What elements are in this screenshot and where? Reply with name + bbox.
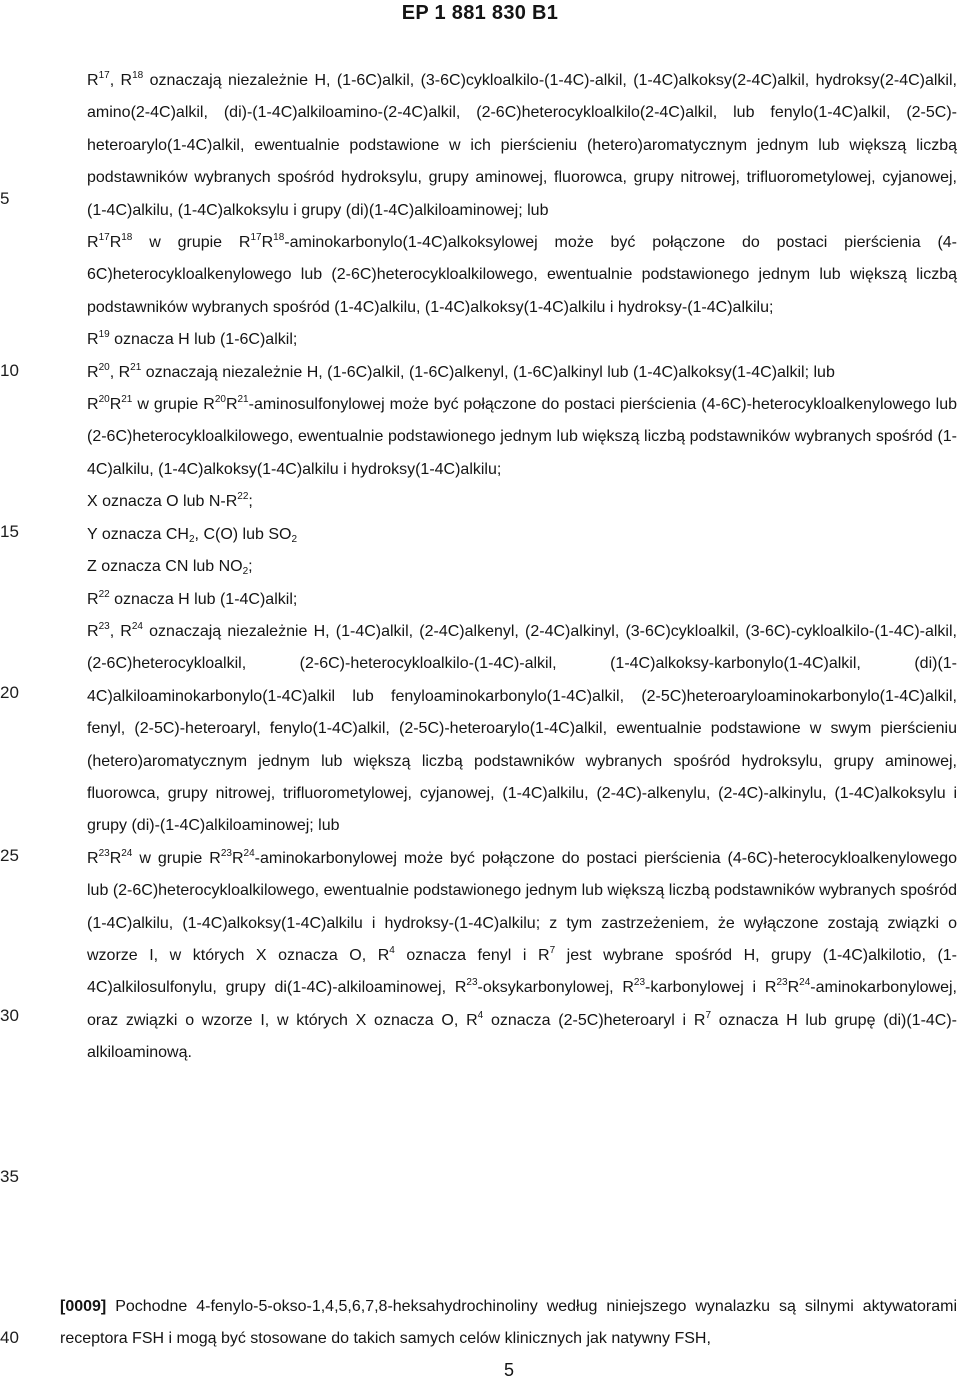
text-run: Z oznacza CN lub NO <box>87 558 243 576</box>
patent-header: EP 1 881 830 B1 <box>401 2 559 24</box>
superscript: 20 <box>214 394 226 406</box>
text-run: Y oznacza CH <box>87 525 189 543</box>
text-run: R <box>87 396 99 414</box>
text-run: X oznacza O lub N-R <box>87 493 238 511</box>
definition-paragraph <box>87 389 957 486</box>
definition-paragraph <box>87 551 957 583</box>
subscript: 2 <box>242 566 249 578</box>
superscript: 21 <box>130 361 142 373</box>
text-run: oznacza H lub (1-6C)alkil; <box>109 331 298 349</box>
superscript: 18 <box>121 232 133 244</box>
definition-paragraph <box>87 227 957 324</box>
superscript: 22 <box>98 588 110 600</box>
superscript: 7 <box>705 1009 711 1021</box>
text-run: oznacza H lub grupę (di)(1-4C)-alkiloaminową. <box>87 1011 958 1062</box>
line-number: 10 <box>0 361 19 380</box>
text-run: , C(O) lub SO <box>194 525 292 543</box>
line-number: 35 <box>0 1167 19 1186</box>
superscript: 19 <box>98 329 110 341</box>
superscript: 17 <box>98 70 110 81</box>
text-run: w grupie R <box>132 849 221 867</box>
line-number: 30 <box>0 1006 19 1025</box>
superscript: 23 <box>633 977 646 989</box>
subscript: 2 <box>291 533 298 545</box>
definition-paragraph <box>87 616 957 843</box>
superscript: 21 <box>121 394 133 406</box>
line-number: 25 <box>0 846 19 865</box>
page-number: 5 <box>503 1360 514 1380</box>
superscript: 20 <box>98 394 110 406</box>
text-run: oznaczają niezależnie H, (1-4C)alkil, (2-4C)alkenyl, (2-4C)alkinyl, (3-6C)cykloalkil, (3-6C)-cykloalkilo-(1-4C)-alkil, (2-6C)heterocykloalkil, (2-6C)-heterocykloalkilo-(1-4C)-alkil, (1-4C)alkoksy-karbonylo(1-4C)alkil, (di)(1-4C)alkiloaminokarbonylo(1-4C)alkil lub fenyloaminokarbonylo(1-4C)alkil, (2-5C)heteroaryloaminokarbonylo(1-4C)alkil, fenyl, (2-5C)-heteroaryl, fenylo(1-4C)alkil, (2-5C)-heteroarylo(1-4C)alkil, ewentualnie podstawione w swym pierścieniu (hetero)aromatycznym jednym lub większą liczbą podstawników wybranych spośród hydroksylu, grupy aminowej, fluorowca, grupy nitrowej, trifluorometylowej, cyjanowej, (1-4C)alkilu, (2-4C)-alkenylu, (2-4C)-alkinylu, (1-4C)alkoksylu i grupy (di)-(1-4C)alkiloaminowej; lub <box>87 622 957 835</box>
line-number: 20 <box>0 683 19 702</box>
subscript: 2 <box>188 533 195 545</box>
superscript: 23 <box>98 620 110 632</box>
text-run: w grupie R <box>132 396 215 414</box>
text-run: R <box>87 590 99 608</box>
text-run: oznaczają niezależnie H, (1-6C)alkil, (3-6C)cykloalkilo-(1-4C)-alkil, (1-4C)alkoksy(2-4C)alkil, hydroksy(2-4C)alkil, amino(2-4C)alkil, (di)-(1-4C)alkiloamino-(2-4C)alkil, (2-6C)heterocykloalkilo(2-4C)alkil, lub fenylo(1-4C)alkil, (2-5C)-heteroarylo(1-4C)alkil, ewentualnie podstawione w ich pierścieniu (hetero)aromatycznym jednym lub większą liczbą podstawników wybranych spośród hydroksylu, grupy aminowej, fluorowca, grupy nitrowej, trifluorometylowej, cyjanowej, (1-4C)alkilu, (1-4C)alkoksylu i grupy (di)(1-4C)alkiloaminowej; lub <box>87 72 957 219</box>
text-run: R <box>87 331 99 349</box>
definition-paragraph <box>87 584 957 616</box>
text-run: oznacza fenyl i R <box>394 946 550 964</box>
text-run: R <box>87 622 99 640</box>
superscript: 20 <box>98 361 110 373</box>
definition-paragraph <box>87 519 957 551</box>
superscript: 22 <box>237 491 249 503</box>
text-run: R <box>787 979 800 997</box>
line-number: 5 <box>0 189 10 208</box>
text-run: R <box>109 849 122 867</box>
text-run: jest wybrane spośród H, grupy (1-4C)alkilotio, (1-4C)alkilosulfonylu, grupy di(1-4C)-alkiloaminowej, R <box>87 946 958 997</box>
text-run: R <box>87 849 99 867</box>
superscript: 23 <box>98 847 110 859</box>
definition-paragraph <box>87 486 957 518</box>
text-run: -aminokarbonylowej może być połączone do postaci pierścienia (4-6C)-heterocykloalkenylowego lub (2-6C)heterocykloalkilowego, ewentualnie podstawionego jednym lub większą liczbą podstawników wybranych spośród (1-4C)alkilu, (1-4C)alkoksy(1-4C)alkilu i hydroksy-(1-4C)alkilu; z tym zastrzeżeniem, że wyłączone zostają związki o wzorze I, w których X oznacza O, R <box>87 849 957 964</box>
definition-paragraph <box>87 324 957 356</box>
text-run: R <box>261 234 274 252</box>
text-run: , R <box>109 622 132 640</box>
text-run: , R <box>109 363 131 381</box>
text-run: -karbonylowej i R <box>645 979 777 997</box>
superscript: 24 <box>799 977 811 989</box>
text-run: R <box>109 234 122 252</box>
text-run: , R <box>109 72 133 89</box>
text-run: R <box>109 396 122 414</box>
line-number: 40 <box>0 1328 19 1347</box>
text-run: -aminokarbonylowej, oraz związki o wzorze I, w których X oznacza O, R <box>87 979 957 1029</box>
text-run: ; <box>248 558 253 576</box>
text-run: -aminosulfonylowej może być połączone do postaci pierścienia (4-6C)-heterocykloalkenylowego lub (2-6C)heterocykloalkilowego, ewentualnie podstawionego jednym lub większą liczbą podstawników wybranych spośród (1-4C)alkilu, (1-4C)alkoksy(1-4C)alkilu i hydroksy(1-4C)alkilu; <box>87 396 958 478</box>
superscript: 17 <box>250 232 262 244</box>
text-run: R <box>87 72 99 89</box>
superscript: 18 <box>273 232 285 244</box>
text-run: -oksykarbonylowej, R <box>477 979 634 997</box>
superscript: 18 <box>132 70 144 81</box>
text-run: oznaczają niezależnie H, (1-6C)alkil, (1-6C)alkenyl, (1-6C)alkinyl lub (1-4C)alkoksy(1-4C)alkil; lub <box>141 363 835 381</box>
text-run: R <box>87 363 99 381</box>
text-run: R <box>231 849 244 867</box>
text-run: -aminokarbonylo(1-4C)alkoksylowej może być połączone do postaci pierścienia (4-6C)heterocykloalkenylowego lub (2-6C)heterocykloalkilowego, ewentualnie podstawionego jednym lub większą liczbą podstawników wybranych spośród (1-4C)alkilu, (1-4C)alkoksy(1-4C)alkilu i hydroksy-(1-4C)alkilu; <box>87 234 958 316</box>
text-run: w grupie R <box>132 234 251 252</box>
superscript: 17 <box>98 232 110 244</box>
superscript: 4 <box>389 944 395 956</box>
text-run: oznacza H lub (1-4C)alkil; <box>109 590 298 608</box>
definition-paragraph <box>87 357 957 389</box>
definition-paragraph <box>87 843 957 1070</box>
definition-paragraph <box>87 65 957 227</box>
superscript: 24 <box>243 847 255 859</box>
text-run: R <box>225 396 238 414</box>
superscript: 23 <box>220 847 232 859</box>
superscript: 24 <box>121 847 133 859</box>
text-run: ; <box>248 493 253 511</box>
definitions-block <box>87 65 957 1070</box>
paragraph-text: Pochodne 4-fenylo-5-okso-1,4,5,6,7,8-heksahydrochinoliny według niniejszego wynalazku są silnymi aktywatorami receptora FSH i mogą być stosowane do takich samych celów klinicznych jak natywny FSH, <box>60 1298 957 1347</box>
superscript: 7 <box>549 944 556 956</box>
superscript: 23 <box>466 977 478 989</box>
paragraph-label: [0009] <box>60 1298 107 1315</box>
paragraph-0009 <box>60 1291 957 1355</box>
line-number: 15 <box>0 522 19 541</box>
superscript: 4 <box>477 1009 484 1021</box>
text-run: oznacza (2-5C)heteroaryl i R <box>483 1011 706 1029</box>
superscript: 24 <box>131 620 143 632</box>
superscript: 23 <box>776 977 788 989</box>
text-run: R <box>87 234 99 252</box>
superscript: 21 <box>237 394 249 406</box>
